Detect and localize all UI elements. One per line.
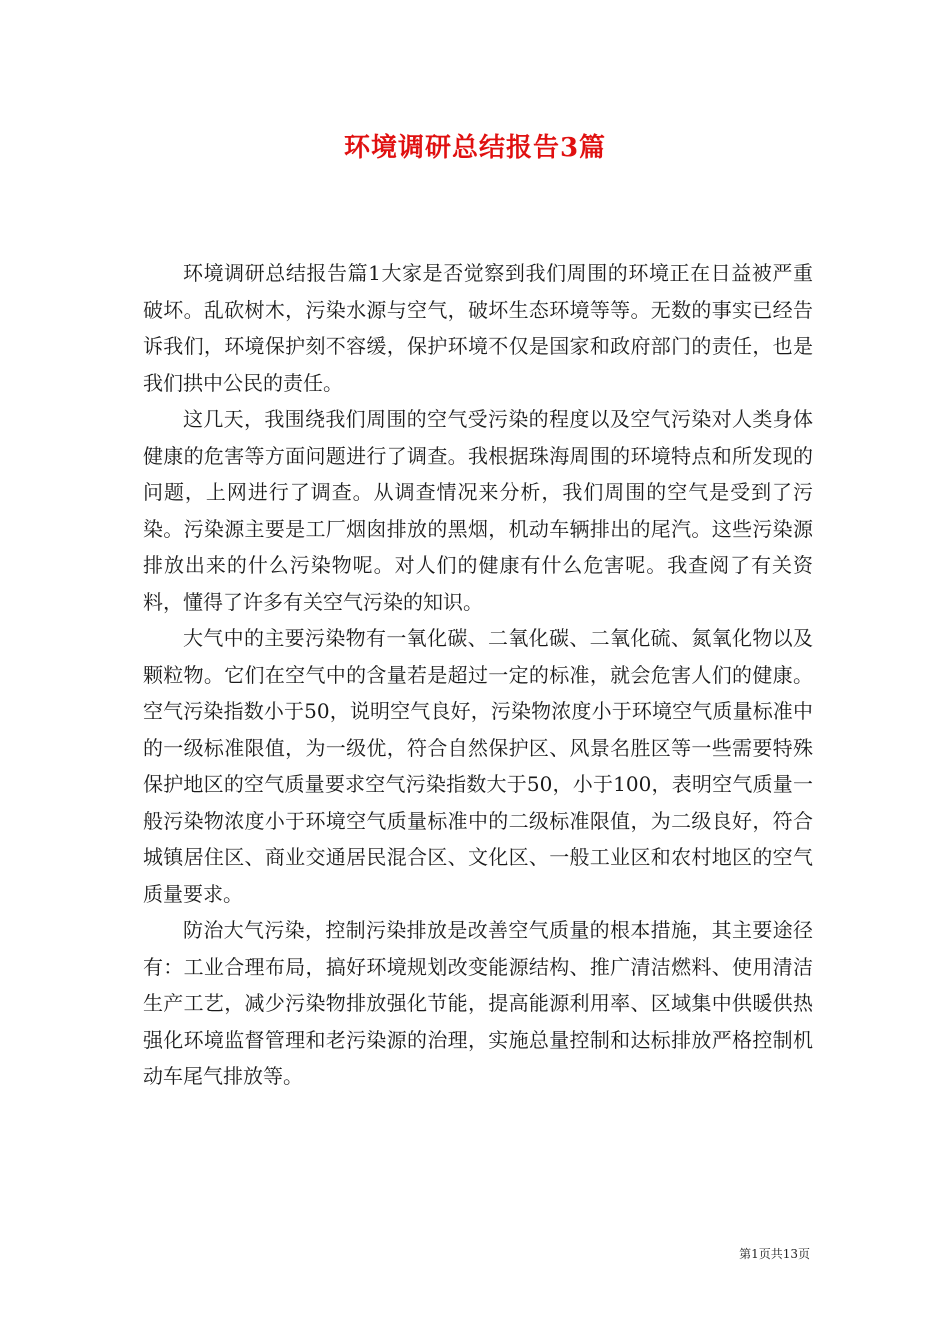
- paragraph-4: 防治大气污染，控制污染排放是改善空气质量的根本措施，其主要途径有：工业合理布局，搞好环境规划改变能源结构、推广清洁燃料、使用清洁生产工艺，减少污染物排放强化节能，提高能源利用率、区域集中供暖供热强化环境监督管理和老污染源的治理，实施总量控制和达标排放严格控制机动车尾气排放等。: [143, 918, 813, 1088]
- paragraph-3: 大气中的主要污染物有一氧化碳、二氧化碳、二氧化硫、氮氧化物以及颗粒物。它们在空气中的含量若是超过一定的标准，就会危害人们的健康。空气污染指数小于50，说明空气良好，污染物浓度小于环境空气质量标准中的一级标准限值，为一级优，符合自然保护区、风景名胜区等一些需要特殊保护地区的空气质量要求空气污染指数大于50，小于100，表明空气质量一般污染物浓度小于环境空气质量标准中的二级标准限值，为二级良好，符合城镇居住区、商业交通居民混合区、文化区、一般工业区和农村地区的空气质量要求。: [143, 626, 813, 906]
- paragraph-1: 环境调研总结报告篇1大家是否觉察到我们周围的环境正在日益被严重破坏。乱砍树木，污染水源与空气，破坏生态环境等等。无数的事实已经告诉我们，环境保护刻不容缓，保护环境不仅是国家和政府部门的责任，也是我们拱中公民的责任。: [143, 261, 813, 395]
- document-body: [143, 255, 813, 1095]
- page-number-footer: 第1页共13页: [739, 1247, 810, 1261]
- document-title: 环境调研总结报告3篇: [343, 133, 607, 163]
- paragraph-2: 这几天，我围绕我们周围的空气受污染的程度以及空气污染对人类身体健康的危害等方面问题进行了调查。我根据珠海周围的环境特点和所发现的问题，上网进行了调查。从调查情况来分析，我们周围的空气是受到了污染。污染源主要是工厂烟囱排放的黑烟，机动车辆排出的尾汽。这些污染源排放出来的什么污染物呢。对人们的健康有什么危害呢。我查阅了有关资料，懂得了许多有关空气污染的知识。: [143, 407, 813, 614]
